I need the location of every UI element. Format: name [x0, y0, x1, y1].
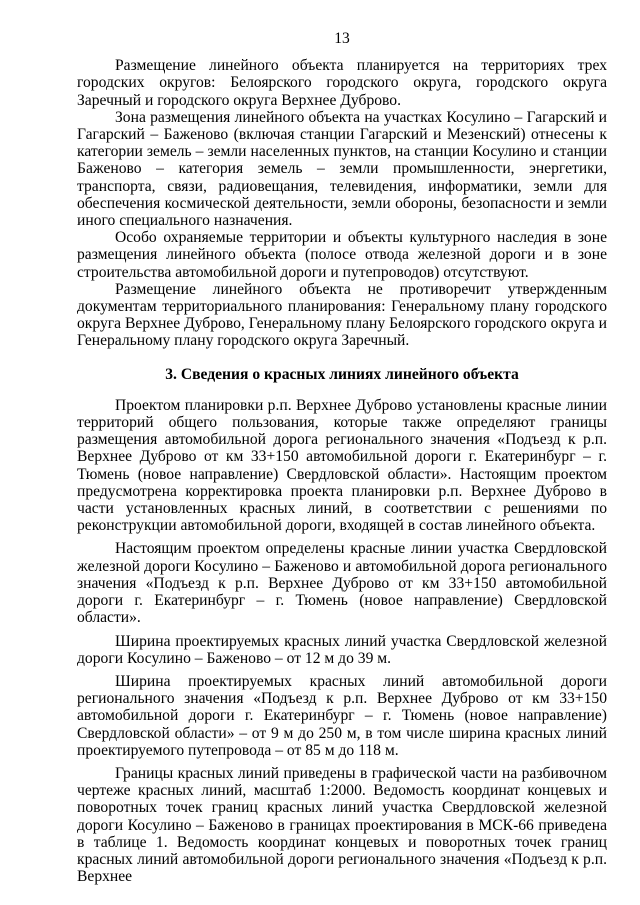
paragraph-planning-documents: Размещение линейного объекта не противоречит утвержденным документам территориального планирования: Генеральному плану городского округа Верхнее Дуброво, Генеральному плану Белоярского городского округа и Генеральному плану городского округа Заречный. — [77, 280, 607, 350]
paragraph-planning-project: Проектом планировки р.п. Верхнее Дуброво установлены красные линии территорий общего пользования, которые также определяют границы размещения автомобильной дорога регионального значения «Подъезд к р.п. Верхнее Дуброво от км 33+150 автомобильной дороги г. Екатеринбург – г. Тюмень (новое направление) Свердловской области». Настоящим проектом предусмотрена корректировка проекта планировки р.п. Верхнее Дуброво в части установленных красных линий, в соответствии с решениями по реконструкции автомобильной дороги, входящей в состав линейного объекта. — [77, 396, 607, 535]
paragraph-territories: Размещение линейного объекта планируется на территориях трех городских округов: Белоярского городского округа, городского округа Заречный и городского округа Верхнее Дуброво. — [77, 57, 607, 109]
paragraph-protected-areas: Особо охраняемые территории и объекты культурного наследия в зоне размещения линейного объекта (полосе отвода железной дороги и в зоне строительства автомобильной дороги и путепроводов) отсутствуют. — [77, 229, 607, 281]
paragraph-land-category: Зона размещения линейного объекта на участках Косулино – Гагарский и Гагарский – Баженово (включая станции Гагарский и Мезенский) отнесены к категории земель – земли населенных пунктов, на станции Косулино и станции Баженово – категория земель – земли промышленности, энергетики, транспорта, связи, радиовещания, телевидения, информатики, земли для обеспечения космической деятельности, земли обороны, безопасности и земли иного специального назначения. — [77, 108, 607, 230]
paragraph-road-width: Ширина проектируемых красных линий автомобильной дороги регионального значения «Подъезд к р.п. Верхнее Дуброво от км 33+150 автомобильной дороги г. Екатеринбург – г. Тюмень (новое направление) Свердловской области» – от 9 м до 250 м, в том числе ширина красных линий проектируемого путепровода – от 85 м до 118 м. — [77, 672, 607, 759]
document-page — [77, 30, 607, 885]
section-heading: 3. Сведения о красных линиях линейного объекта — [165, 365, 519, 383]
paragraph-boundaries: Границы красных линий приведены в графической части на разбивочном чертеже красных линий, масштаб 1:2000. Ведомость координат концевых и поворотных точек границ красных линий участка Свердловской железной дороги Косулино – Баженово в границах проектирования в МСК-66 приведена в таблице 1. Ведомость координат концевых и поворотных точек границ красных линий автомобильной дороги регионального значения «Подъезд к р.п. Верхнее — [77, 764, 607, 886]
paragraph-railway-width: Ширина проектируемых красных линий участка Свердловской железной дороги Косулино – Баженово – от 12 м до 39 м. — [77, 632, 607, 667]
paragraph-red-lines-defined: Настоящим проектом определены красные линии участка Свердловской железной дороги Косулино – Баженово и автомобильной дорога регионального значения «Подъезд к р.п. Верхнее Дуброво от км 33+150 автомобильной дороги г. Екатеринбург – г. Тюмень (новое направление) Свердловской области». — [77, 540, 607, 627]
page-number: 13 — [334, 30, 350, 47]
